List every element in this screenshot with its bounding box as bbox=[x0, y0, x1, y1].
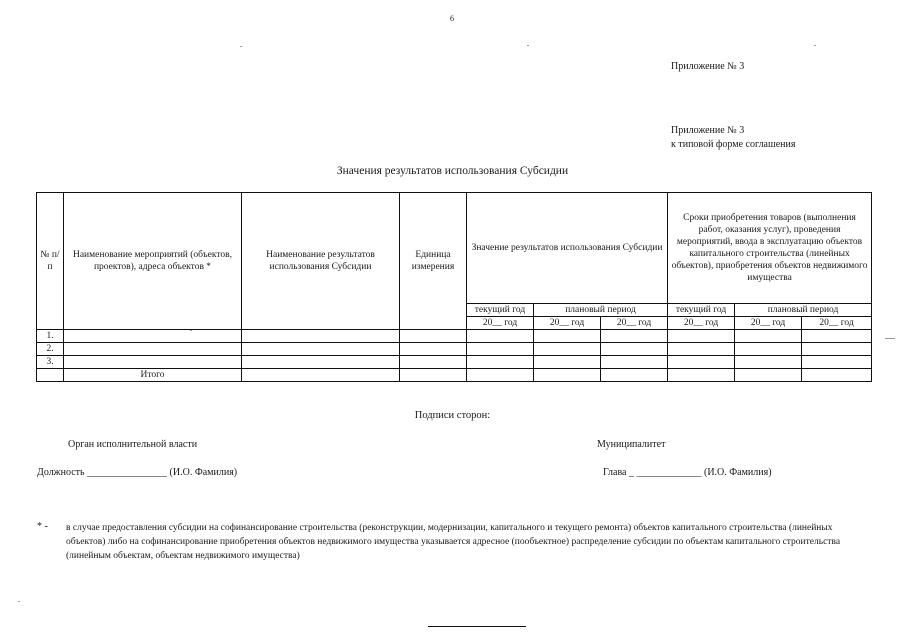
bottom-divider bbox=[428, 626, 526, 627]
scan-speck bbox=[885, 338, 895, 339]
scan-speck bbox=[527, 45, 529, 46]
page-number: 6 bbox=[450, 14, 454, 23]
scan-speck bbox=[240, 46, 242, 47]
document-title: Значения результатов использования Субсидии bbox=[336, 165, 569, 177]
footnote-text: в случае предоставления субсидии на софинансирование строительства (реконструкции, модернизации, капитального и текущего ремонта) объектов капитального строительства (линейных объектов) либо на софинансирование приобретения объектов недвижимого имущества указывается адресное (пообъектное) распределение субсидии по объектам капитального строительства (линейным объектам, объектам недвижимого имущества) bbox=[66, 523, 841, 561]
header-num: № п/п bbox=[37, 193, 64, 330]
appendix-reference-line1: Приложение № 3 bbox=[671, 125, 745, 136]
subheader-current-year-2: текущий год bbox=[668, 304, 735, 317]
subheader-current-year: текущий год bbox=[467, 304, 534, 317]
left-party: Орган исполнительной власти bbox=[68, 439, 198, 450]
table-row bbox=[37, 343, 872, 356]
results-table bbox=[36, 192, 872, 382]
header-deadlines: Сроки приобретения товаров (выполнения работ, оказания услуг), проведения мероприятий, ввода в эксплуатацию объектов капитального строительства (линейных объектов), приобретения объектов недвижимого имущества bbox=[668, 193, 872, 304]
row-number: 3. bbox=[37, 356, 64, 369]
signatures-heading: Подписи сторон: bbox=[414, 410, 491, 421]
year-cell: 20__ год bbox=[668, 317, 735, 330]
appendix-reference-line2: к типовой форме соглашения bbox=[671, 139, 796, 150]
header-measures: Наименование мероприятий (объектов, проектов), адреса объектов * bbox=[64, 193, 242, 330]
scan-speck bbox=[814, 45, 816, 46]
row-number: 1. bbox=[37, 330, 64, 343]
table-row bbox=[37, 330, 872, 343]
right-signature-line: Глава _ _____________ (И.О. Фамилия) bbox=[603, 467, 772, 478]
year-cell: 20__ год bbox=[467, 317, 534, 330]
scan-speck bbox=[190, 330, 192, 331]
header-results: Наименование результатов использования Субсидии bbox=[242, 193, 400, 330]
footnote-mark: * - bbox=[37, 521, 48, 532]
header-values: Значение результатов использования Субсидии bbox=[467, 193, 668, 304]
total-row bbox=[37, 369, 872, 382]
row-number: 2. bbox=[37, 343, 64, 356]
left-signature-line: Должность ________________ (И.О. Фамилия) bbox=[37, 467, 238, 478]
appendix-reference bbox=[671, 124, 795, 152]
year-cell: 20__ год bbox=[601, 317, 668, 330]
table-row bbox=[37, 356, 872, 369]
total-label: Итого bbox=[64, 369, 242, 382]
appendix-label: Приложение № 3 bbox=[671, 61, 745, 72]
year-cell: 20__ год bbox=[802, 317, 872, 330]
header-unit: Единица измерения bbox=[400, 193, 467, 330]
year-cell: 20__ год bbox=[735, 317, 802, 330]
subheader-plan-period: плановый период bbox=[534, 304, 668, 317]
subheader-plan-period-2: плановый период bbox=[735, 304, 872, 317]
scan-speck bbox=[18, 601, 20, 602]
right-party: Муниципалитет bbox=[597, 439, 666, 450]
year-cell: 20__ год bbox=[534, 317, 601, 330]
